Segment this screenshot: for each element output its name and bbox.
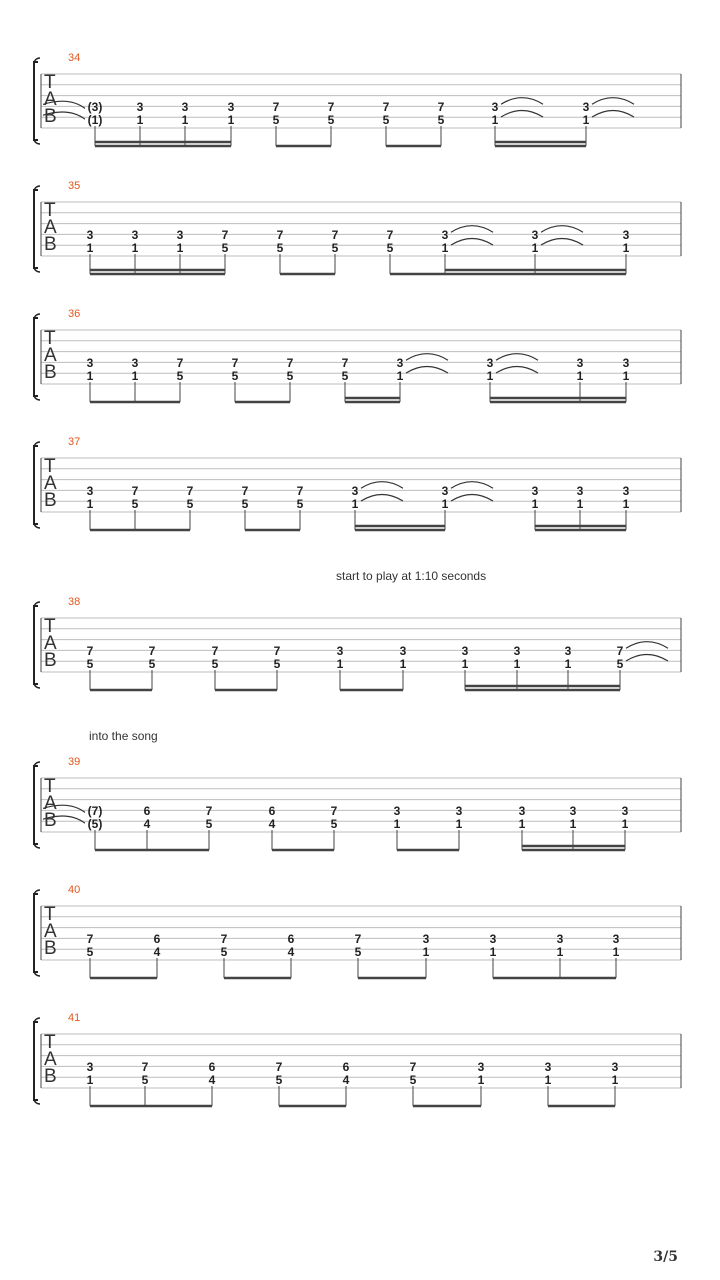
tie-arc	[496, 367, 538, 374]
fret-number-bottom: 5	[276, 241, 284, 255]
fret-number-bottom: 5	[86, 657, 94, 671]
fret-number-top: 7	[437, 100, 445, 115]
fret-number-top: 7	[273, 644, 281, 659]
fret-number-top: 7	[272, 100, 280, 115]
fret-number-bottom: 5	[176, 369, 184, 383]
fret-number-top: 3	[336, 644, 344, 659]
fret-number-bottom: 1	[622, 369, 630, 383]
fret-number-top: 3	[513, 644, 521, 659]
fret-number-bottom: 1	[477, 1073, 485, 1087]
fret-number-top: 7	[275, 1060, 283, 1075]
fret-number-top: 3	[518, 804, 526, 819]
fret-number-top: 6	[342, 1060, 350, 1075]
fret-number-bottom: 4	[342, 1073, 350, 1087]
fret-number-top: 3	[86, 1060, 94, 1075]
tab-clef-letter: B	[44, 938, 57, 959]
fret-number-bottom: 1	[531, 241, 539, 255]
fret-number-top: 3	[86, 356, 94, 371]
tie-arc	[451, 239, 493, 246]
fret-number-top: 7	[327, 100, 335, 115]
fret-number-top: 3	[227, 100, 235, 115]
fret-number-top: 7	[205, 804, 213, 819]
fret-number-top: 3	[131, 228, 139, 243]
fret-number-top: 3	[399, 644, 407, 659]
fret-number-bottom: 1	[227, 113, 235, 127]
tab-clef-letter: T	[44, 200, 56, 221]
fret-number-bottom: 5	[131, 497, 139, 511]
fret-number-bottom: 1	[612, 945, 620, 959]
tab-clef-letter: A	[44, 473, 57, 494]
tab-clef-letter: B	[44, 362, 57, 383]
fret-number-bottom: 5	[86, 945, 94, 959]
fret-number-bottom: 5	[437, 113, 445, 127]
system-bracket	[34, 1022, 38, 1100]
fret-number-top: 7	[86, 932, 94, 947]
tab-clef-letter: A	[44, 633, 57, 654]
fret-number-top: 7	[286, 356, 294, 371]
tab-clef-letter: T	[44, 328, 56, 349]
system-bracket	[34, 62, 38, 140]
fret-number-top: 3	[461, 644, 469, 659]
tab-clef-letter: B	[44, 106, 57, 127]
fret-number-bottom: 1	[513, 657, 521, 671]
fret-number-top: 3	[455, 804, 463, 819]
fret-number-bottom: 1	[556, 945, 564, 959]
fret-number-bottom: 5	[341, 369, 349, 383]
fret-number-top: 3	[441, 228, 449, 243]
fret-number-bottom: 4	[143, 817, 151, 831]
fret-number-bottom: 5	[141, 1073, 149, 1087]
fret-number-bottom: 5	[382, 113, 390, 127]
fret-number-top: 3	[491, 100, 499, 115]
fret-number-top: 7	[148, 644, 156, 659]
fret-number-bottom: 1	[86, 241, 94, 255]
tab-clef-letter: T	[44, 904, 56, 925]
fret-number-top: 3	[544, 1060, 552, 1075]
tab-clef-letter: T	[44, 1032, 56, 1053]
fret-number-bottom: 1	[611, 1073, 619, 1087]
tab-clef-letter: A	[44, 217, 57, 238]
fret-number-bottom: 1	[544, 1073, 552, 1087]
tie-arc	[541, 226, 583, 233]
fret-number-bottom: 5	[296, 497, 304, 511]
tie-arc	[496, 354, 538, 361]
fret-number-top: 6	[143, 804, 151, 819]
fret-number-bottom: 1	[336, 657, 344, 671]
measure-number-40: 40	[68, 884, 81, 896]
tab-clef-letter: A	[44, 793, 57, 814]
fret-number-bottom: 1	[622, 241, 630, 255]
system-bracket	[34, 446, 38, 524]
fret-number-top: 7	[331, 228, 339, 243]
fret-number-bottom: 1	[531, 497, 539, 511]
fret-number-top: 7	[231, 356, 239, 371]
fret-number-top: 3	[531, 228, 539, 243]
tab-clef-letter: T	[44, 776, 56, 797]
tie-arc	[451, 226, 493, 233]
fret-number-bottom: 4	[287, 945, 295, 959]
fret-number-top: 3	[569, 804, 577, 819]
fret-number-bottom: 5	[205, 817, 213, 831]
tab-clef-letter: T	[44, 616, 56, 637]
fret-number-top: 7	[221, 228, 229, 243]
tie-arc	[406, 354, 448, 361]
fret-number-bottom: 1	[393, 817, 401, 831]
system-bracket	[34, 606, 38, 684]
fret-number-top: 7	[296, 484, 304, 499]
fret-number-top: 3	[622, 484, 630, 499]
fret-number-bottom: 1	[396, 369, 404, 383]
fret-number-bottom: 1	[86, 369, 94, 383]
fret-number-top: 3	[576, 484, 584, 499]
fret-number-bottom: 1	[136, 113, 144, 127]
fret-number-bottom: 5	[409, 1073, 417, 1087]
fret-number-bottom: 5	[286, 369, 294, 383]
fret-number-top: 3	[86, 228, 94, 243]
fret-number-top: (3)	[87, 100, 103, 115]
fret-number-top: 3	[531, 484, 539, 499]
measure-number-38: 38	[68, 596, 81, 608]
fret-number-top: 3	[393, 804, 401, 819]
fret-number-bottom: 1	[399, 657, 407, 671]
system-bracket	[34, 190, 38, 268]
fret-number-bottom: 5	[275, 1073, 283, 1087]
tie-arc	[361, 495, 403, 502]
fret-number-top: 3	[556, 932, 564, 947]
fret-number-top: 7	[241, 484, 249, 499]
fret-number-top: 3	[489, 932, 497, 947]
fret-number-top: 7	[86, 644, 94, 659]
tab-clef-letter: T	[44, 456, 56, 477]
fret-number-bottom: 5	[616, 657, 624, 671]
tie-arc	[361, 482, 403, 489]
fret-number-top: 3	[611, 1060, 619, 1075]
tie-arc	[501, 111, 543, 118]
tie-arc	[592, 98, 634, 105]
fret-number-bottom: 5	[273, 657, 281, 671]
fret-number-bottom: 5	[148, 657, 156, 671]
fret-number-top: 3	[176, 228, 184, 243]
tab-clef-letter: T	[44, 72, 56, 93]
fret-number-bottom: 5	[272, 113, 280, 127]
fret-number-top: 3	[396, 356, 404, 371]
tie-arc	[451, 482, 493, 489]
fret-number-bottom: 1	[422, 945, 430, 959]
fret-number-top: 7	[386, 228, 394, 243]
fret-number-top: 3	[351, 484, 359, 499]
fret-number-bottom: 4	[208, 1073, 216, 1087]
fret-number-bottom: 1	[131, 241, 139, 255]
fret-number-top: 7	[409, 1060, 417, 1075]
fret-number-bottom: 1	[621, 817, 629, 831]
fret-number-top: (7)	[87, 804, 103, 819]
tie-arc	[451, 495, 493, 502]
tie-arc	[501, 98, 543, 105]
tab-clef-letter: B	[44, 1066, 57, 1087]
fret-number-bottom: 1	[518, 817, 526, 831]
measure-number-34: 34	[68, 52, 81, 64]
fret-number-bottom: 5	[211, 657, 219, 671]
fret-number-top: 3	[576, 356, 584, 371]
annotation-start: start to play at 1:10 seconds	[336, 569, 487, 583]
tie-arc	[406, 367, 448, 374]
fret-number-top: 7	[186, 484, 194, 499]
fret-number-top: 7	[616, 644, 624, 659]
fret-number-top: 3	[612, 932, 620, 947]
system-bracket	[34, 894, 38, 972]
fret-number-top: 3	[486, 356, 494, 371]
measure-number-37: 37	[68, 436, 81, 448]
fret-number-bottom: 5	[386, 241, 394, 255]
fret-number-bottom: 5	[330, 817, 338, 831]
fret-number-top: 3	[621, 804, 629, 819]
fret-number-top: 6	[287, 932, 295, 947]
annotation-into-song: into the song	[89, 729, 158, 743]
fret-number-top: 3	[582, 100, 590, 115]
fret-number-top: 7	[330, 804, 338, 819]
fret-number-bottom: 1	[622, 497, 630, 511]
fret-number-bottom: 1	[86, 497, 94, 511]
tab-clef-letter: B	[44, 234, 57, 255]
fret-number-top: 3	[181, 100, 189, 115]
fret-number-top: 7	[341, 356, 349, 371]
fret-number-top: 3	[622, 228, 630, 243]
fret-number-bottom: 5	[331, 241, 339, 255]
fret-number-bottom: (5)	[87, 817, 103, 831]
page-number: 3/5	[653, 1249, 678, 1265]
fret-number-top: 3	[564, 644, 572, 659]
fret-number-bottom: 1	[489, 945, 497, 959]
fret-number-bottom: (1)	[87, 113, 103, 127]
fret-number-top: 6	[208, 1060, 216, 1075]
fret-number-bottom: 5	[221, 241, 229, 255]
measure-number-39: 39	[68, 756, 81, 768]
tie-arc	[626, 642, 668, 649]
fret-number-top: 6	[268, 804, 276, 819]
fret-number-bottom: 1	[181, 113, 189, 127]
fret-number-bottom: 1	[455, 817, 463, 831]
fret-number-top: 3	[422, 932, 430, 947]
fret-number-bottom: 1	[564, 657, 572, 671]
fret-number-bottom: 4	[268, 817, 276, 831]
fret-number-bottom: 1	[461, 657, 469, 671]
fret-number-bottom: 1	[576, 369, 584, 383]
fret-number-top: 3	[86, 484, 94, 499]
measure-number-35: 35	[68, 180, 81, 192]
fret-number-bottom: 1	[441, 241, 449, 255]
fret-number-bottom: 5	[241, 497, 249, 511]
fret-number-bottom: 5	[354, 945, 362, 959]
fret-number-bottom: 1	[582, 113, 590, 127]
fret-number-bottom: 1	[576, 497, 584, 511]
fret-number-bottom: 5	[220, 945, 228, 959]
tie-arc	[626, 655, 668, 662]
tab-clef-letter: A	[44, 345, 57, 366]
measure-number-36: 36	[68, 308, 81, 320]
tie-arc	[592, 111, 634, 118]
tab-clef-letter: B	[44, 650, 57, 671]
fret-number-bottom: 5	[327, 113, 335, 127]
fret-number-bottom: 1	[491, 113, 499, 127]
fret-number-bottom: 1	[441, 497, 449, 511]
fret-number-bottom: 5	[186, 497, 194, 511]
fret-number-bottom: 1	[176, 241, 184, 255]
tab-clef-letter: B	[44, 490, 57, 511]
fret-number-top: 7	[141, 1060, 149, 1075]
fret-number-bottom: 5	[231, 369, 239, 383]
fret-number-top: 7	[176, 356, 184, 371]
fret-number-top: 7	[131, 484, 139, 499]
fret-number-top: 7	[382, 100, 390, 115]
fret-number-top: 3	[622, 356, 630, 371]
fret-number-bottom: 1	[569, 817, 577, 831]
fret-number-top: 6	[153, 932, 161, 947]
tab-clef-letter: B	[44, 810, 57, 831]
system-bracket	[34, 766, 38, 844]
tie-arc	[541, 239, 583, 246]
fret-number-top: 7	[276, 228, 284, 243]
fret-number-bottom: 4	[153, 945, 161, 959]
fret-number-top: 7	[211, 644, 219, 659]
fret-number-top: 7	[220, 932, 228, 947]
measure-number-41: 41	[68, 1012, 81, 1024]
fret-number-bottom: 1	[131, 369, 139, 383]
system-bracket	[34, 318, 38, 396]
fret-number-bottom: 1	[86, 1073, 94, 1087]
fret-number-top: 3	[131, 356, 139, 371]
tab-clef-letter: A	[44, 921, 57, 942]
tab-clef-letter: A	[44, 89, 57, 110]
fret-number-top: 3	[136, 100, 144, 115]
tab-clef-letter: A	[44, 1049, 57, 1070]
fret-number-bottom: 1	[351, 497, 359, 511]
fret-number-top: 3	[477, 1060, 485, 1075]
fret-number-top: 3	[441, 484, 449, 499]
fret-number-bottom: 1	[486, 369, 494, 383]
fret-number-top: 7	[354, 932, 362, 947]
